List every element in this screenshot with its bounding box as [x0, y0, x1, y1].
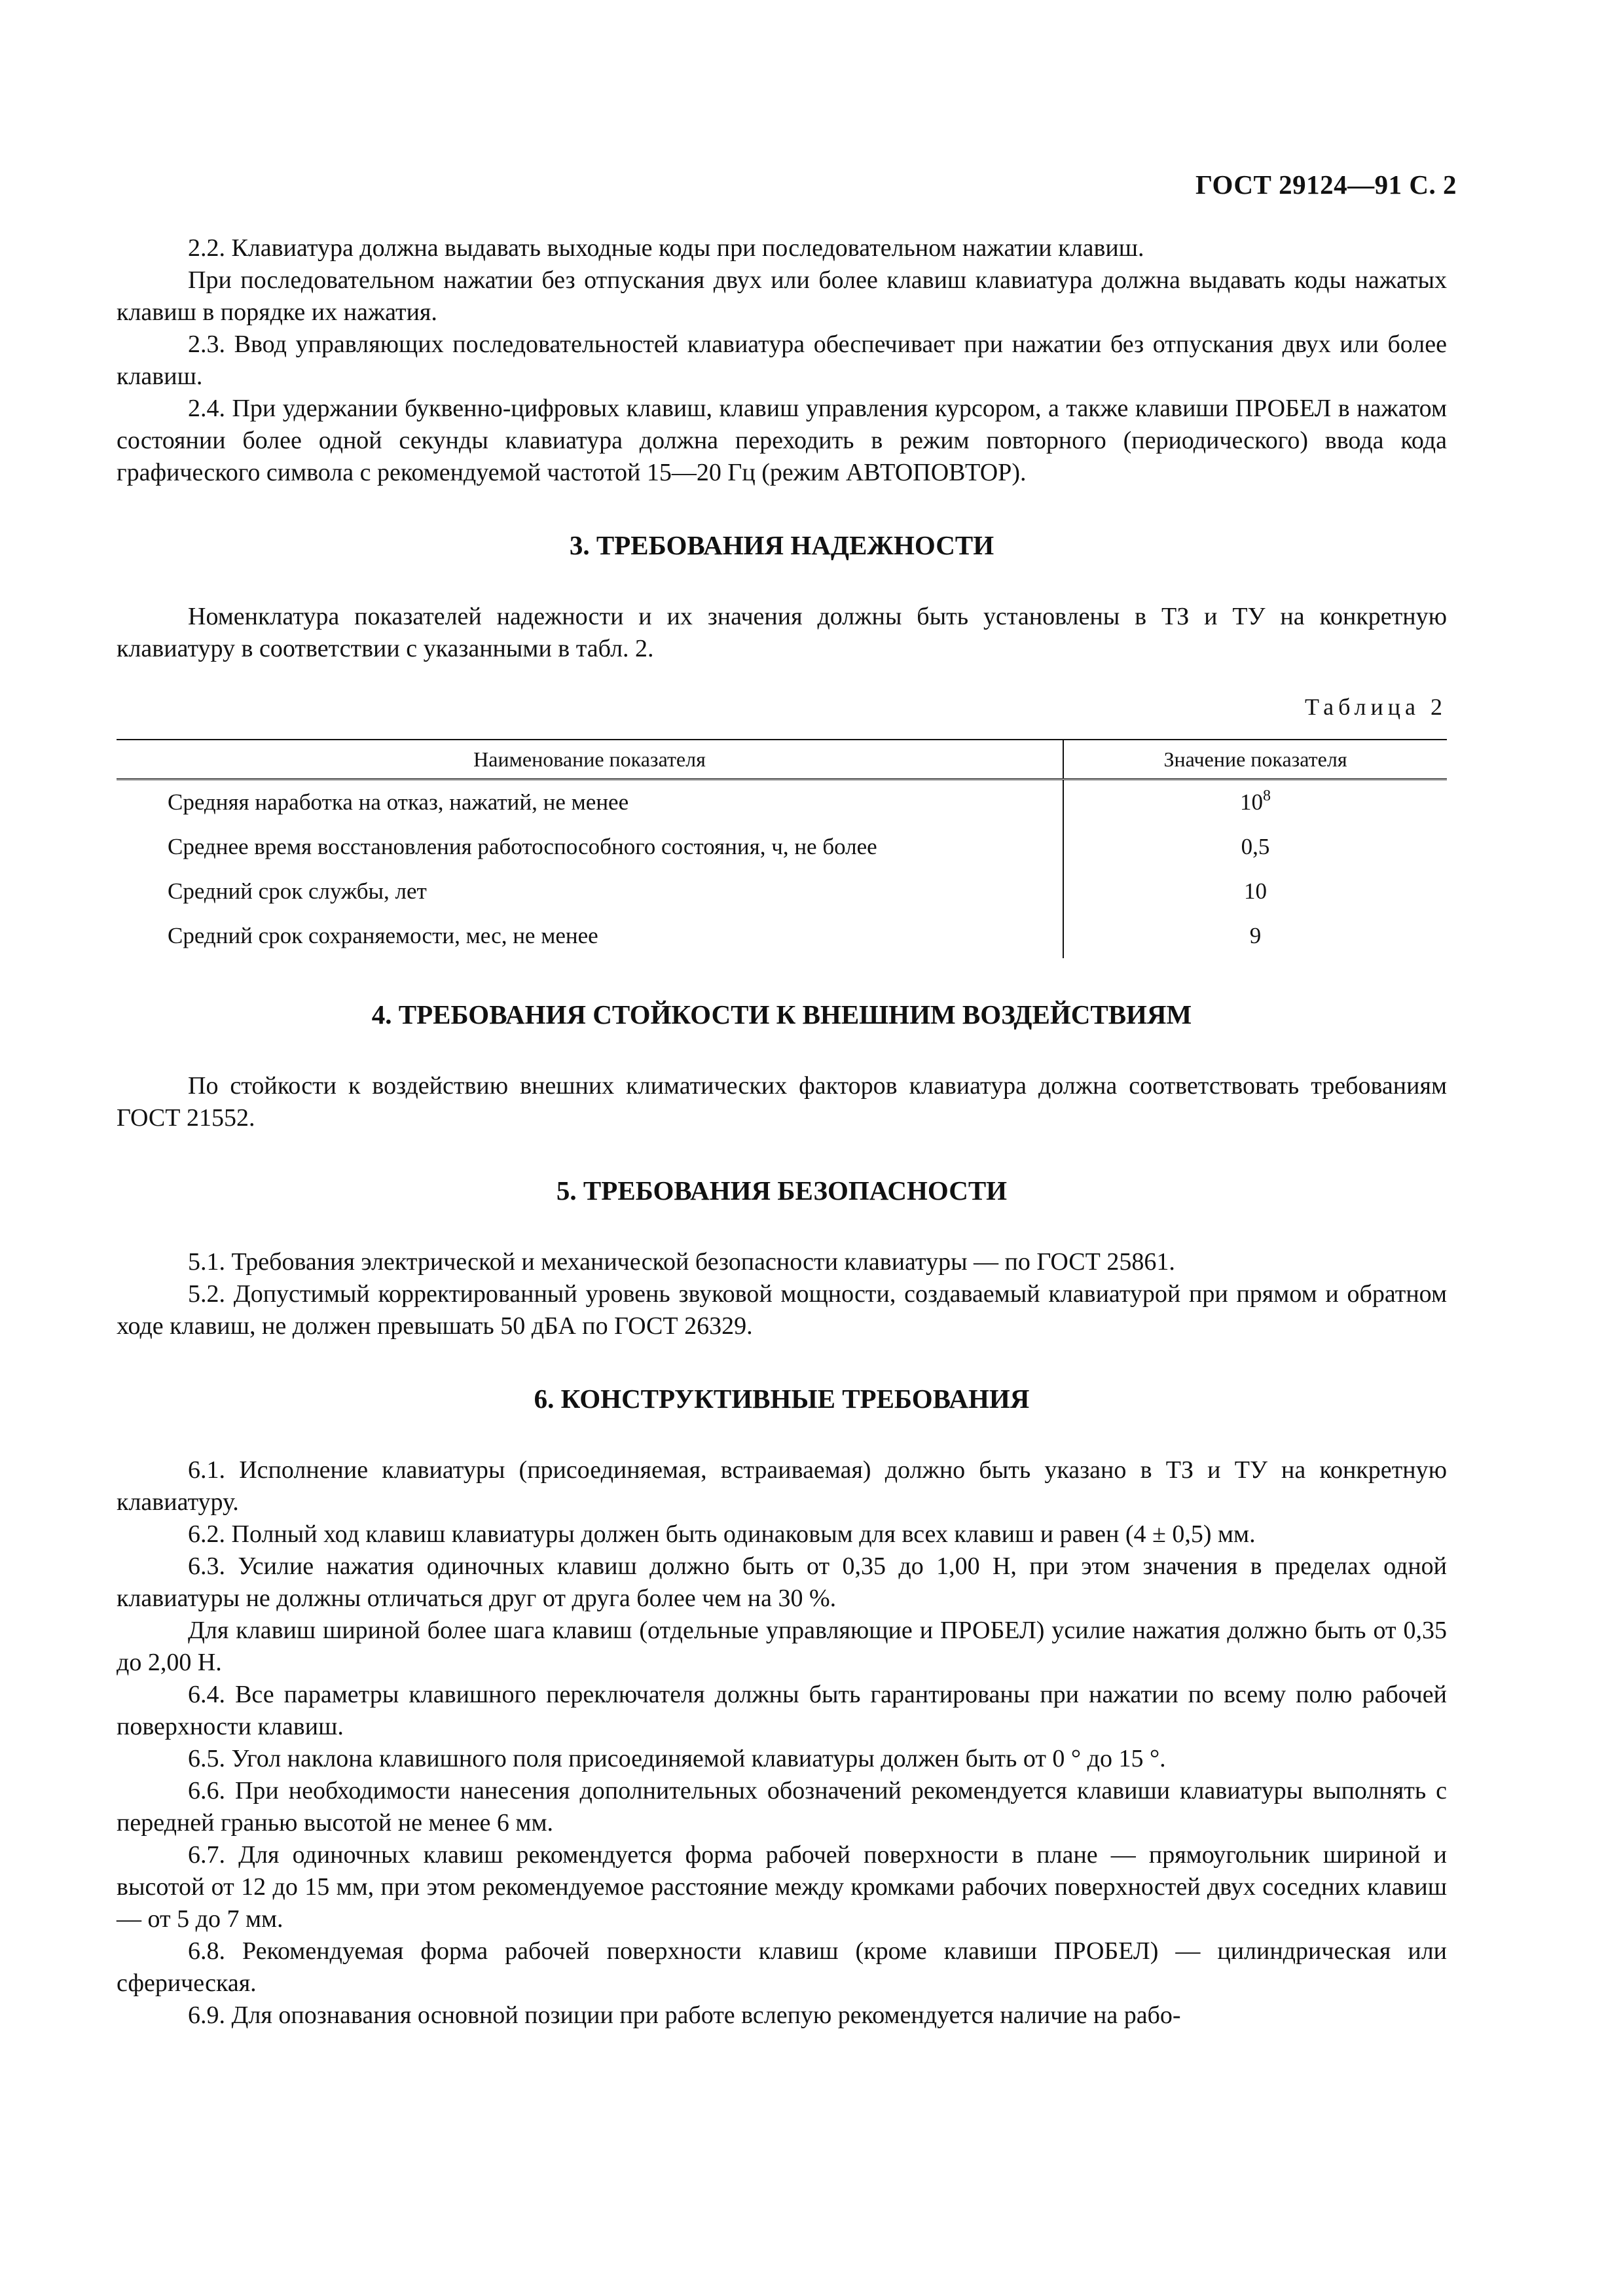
section-4-title: 4. ТРЕБОВАНИЯ СТОЙКОСТИ К ВНЕШНИМ ВОЗДЕЙСТВИЯМ — [371, 999, 1192, 1030]
table-cell-name: Средний срок сохраняемости, мес, не менее — [117, 914, 1063, 958]
table-row — [117, 914, 1447, 958]
table-cell-value: 9 — [1249, 923, 1262, 948]
section-5-title: 5. ТРЕБОВАНИЯ БЕЗОПАСНОСТИ — [556, 1175, 1008, 1206]
table-cell-value: 0,5 — [1241, 834, 1270, 859]
table-cell-name: Среднее время восстановления работоспособного состояния, ч, не более — [117, 825, 1063, 869]
document-body — [117, 232, 1447, 2032]
page-header: ГОСТ 29124—91 С. 2 — [1195, 170, 1457, 200]
paragraph-6-1: 6.1. Исполнение клавиатуры (присоединяемая, встраиваемая) должно быть указано в ТЗ и ТУ на конкретную клавиатуру. — [117, 1456, 1447, 1516]
table-row — [117, 825, 1447, 869]
value-exponent: 8 — [1263, 787, 1271, 804]
table-cell-name: Средняя наработка на отказ, нажатий, не менее — [117, 780, 1063, 825]
paragraph-2-2-cont: При последовательном нажатии без отпускания двух или более клавиш клавиатура должна выдавать коды нажатых клавиш в порядке их нажатия. — [117, 266, 1447, 326]
value-base: 10 — [1240, 789, 1263, 815]
table-cell-value — [1063, 780, 1447, 825]
paragraph-2-2: 2.2. Клавиатура должна выдавать выходные коды при последовательном нажатии клавиш. — [188, 234, 1144, 262]
table-header-name: Наименование показателя — [117, 740, 1063, 780]
section-3-title: 3. ТРЕБОВАНИЯ НАДЕЖНОСТИ — [569, 530, 994, 560]
section-3-text: Номенклатура показателей надежности и их значения должны быть установлены в ТЗ и ТУ на конкретную клавиатуру в соответствии с указанными в табл. 2. — [117, 603, 1447, 662]
paragraph-2-4: 2.4. При удержании буквенно-цифровых клавиш, клавиш управления курсором, а также клавиши ПРОБЕЛ в нажатом состоянии более одной секунды клавиатура должна переходить в режим повторного (периодического) ввода кода графического символа с рекомендуемой частотой 15—20 Гц (режим АВТОПОВТОР). — [117, 395, 1447, 486]
paragraph-6-3: 6.3. Усилие нажатия одиночных клавиш должно быть от 0,35 до 1,00 Н, при этом значения в пределах одной клавиатуры не должны отличаться друг от друга более чем на 30 %. — [117, 1552, 1447, 1612]
paragraph-6-7: 6.7. Для одиночных клавиш рекомендуется форма рабочей поверхности в плане — прямоугольник шириной и высотой от 12 до 15 мм, при этом рекомендуемое расстояние между кромками рабочих поверхностей двух соседних клавиш — от 5 до 7 мм. — [117, 1841, 1447, 1933]
table-row — [117, 869, 1447, 914]
paragraph-5-2: 5.2. Допустимый корректированный уровень звуковой мощности, создаваемый клавиатурой при прямом и обратном ходе клавиш, не должен превышать 50 дБА по ГОСТ 26329. — [117, 1280, 1447, 1340]
paragraph-6-6: 6.6. При необходимости нанесения дополнительных обозначений рекомендуется клавиши клавиатуры выполнять с передней гранью высотой не менее 6 мм. — [117, 1777, 1447, 1837]
paragraph-5-1: 5.1. Требования электрической и механической безопасности клавиатуры — по ГОСТ 25861. — [188, 1248, 1175, 1276]
table-cell-name: Средний срок службы, лет — [117, 869, 1063, 914]
paragraph-6-5: 6.5. Угол наклона клавишного поля присоединяемой клавиатуры должен быть от 0 ° до 15 °. — [188, 1745, 1166, 1772]
table-2-caption: Таблица 2 — [1305, 694, 1447, 720]
paragraph-6-9: 6.9. Для опознавания основной позиции при работе вслепую рекомендуется наличие на рабо- — [188, 2001, 1181, 2029]
paragraph-6-8: 6.8. Рекомендуемая форма рабочей поверхности клавиш (кроме клавиши ПРОБЕЛ) — цилиндрическая или сферическая. — [117, 1937, 1447, 1997]
paragraph-6-4: 6.4. Все параметры клавишного переключателя должны быть гарантированы при нажатии по всему полю рабочей поверхности клавиш. — [117, 1681, 1447, 1740]
table-cell-value: 10 — [1244, 878, 1267, 904]
paragraph-6-2: 6.2. Полный ход клавиш клавиатуры должен быть одинаковым для всех клавиш и равен (4 ± 0,5) мм. — [188, 1520, 1256, 1548]
section-6-title: 6. КОНСТРУКТИВНЫЕ ТРЕБОВАНИЯ — [534, 1384, 1030, 1414]
paragraph-6-3-cont: Для клавиш шириной более шага клавиш (отдельные управляющие и ПРОБЕЛ) усилие нажатия должно быть от 0,35 до 2,00 Н. — [117, 1617, 1447, 1676]
paragraph-2-3: 2.3. Ввод управляющих последовательностей клавиатура обеспечивает при нажатии без отпускания двух или более клавиш. — [117, 331, 1447, 390]
table-2 — [117, 739, 1447, 958]
table-header-value: Значение показателя — [1063, 740, 1447, 780]
section-4-text: По стойкости к воздействию внешних климатических факторов клавиатура должна соответствовать требованиям ГОСТ 21552. — [117, 1072, 1447, 1132]
table-row — [117, 780, 1447, 825]
